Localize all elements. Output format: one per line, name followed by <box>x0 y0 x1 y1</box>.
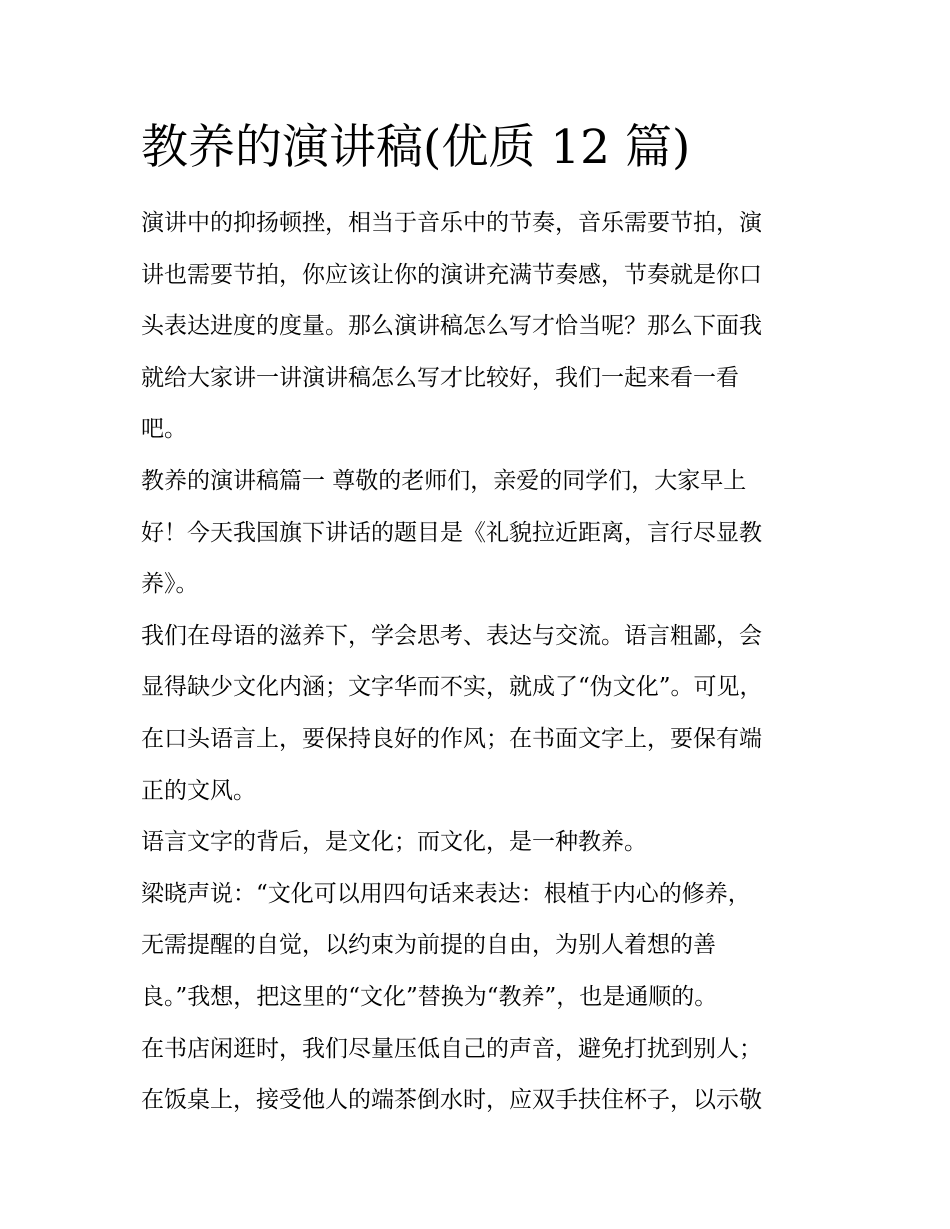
text-line: 在书店闲逛时，我们尽量压低自己的声音，避免打扰到别人； <box>141 1035 762 1062</box>
text-line: 在饭桌上，接受他人的端茶倒水时，应双手扶住杯子，以示敬 <box>141 1087 762 1114</box>
text-line: 教养的演讲稿篇一 尊敬的老师们，亲爱的同学们，大家早上 <box>141 467 747 494</box>
text-line: 正的文风。 <box>141 777 256 804</box>
text-line: 语言文字的背后，是文化；而文化，是一种教养。 <box>141 829 647 856</box>
text-line: 养》。 <box>141 571 199 598</box>
text-line: 良。”我想，把这里的“文化”替换为“教养”，也是通顺的。 <box>141 983 718 1010</box>
text-line: 我们在母语的滋养下，学会思考、表达与交流。语言粗鄙，会 <box>141 622 762 649</box>
text-line: 就给大家讲一讲演讲稿怎么写才比较好，我们一起来看一看 <box>141 364 739 391</box>
text-line: 头表达进度的度量。那么演讲稿怎么写才恰当呢？那么下面我 <box>141 313 762 340</box>
text-line: 显得缺少文化内涵；文字华而不实，就成了“伪文化”。可见， <box>141 674 763 701</box>
text-line: 好！今天我国旗下讲话的题目是《礼貌拉近距离，言行尽显教 <box>141 519 762 546</box>
text-line: 无需提醒的自觉，以约束为前提的自由，为别人着想的善 <box>141 932 716 959</box>
text-line: 演讲中的抑扬顿挫，相当于音乐中的节奏，音乐需要节拍，演 <box>141 210 762 236</box>
text-line: 讲也需要节拍，你应该让你的演讲充满节奏感，节奏就是你口 <box>141 261 762 288</box>
text-line: 在口头语言上，要保持良好的作风；在书面文字上，要保有端 <box>141 725 762 752</box>
document-body <box>141 198 816 1127</box>
text-line: 吧。 <box>141 416 187 443</box>
text-line: 梁晓声说：“文化可以用四句话来表达：根植于内心的修养， <box>141 880 751 907</box>
document-title: 教养的演讲稿(优质 12 篇) <box>141 120 691 175</box>
